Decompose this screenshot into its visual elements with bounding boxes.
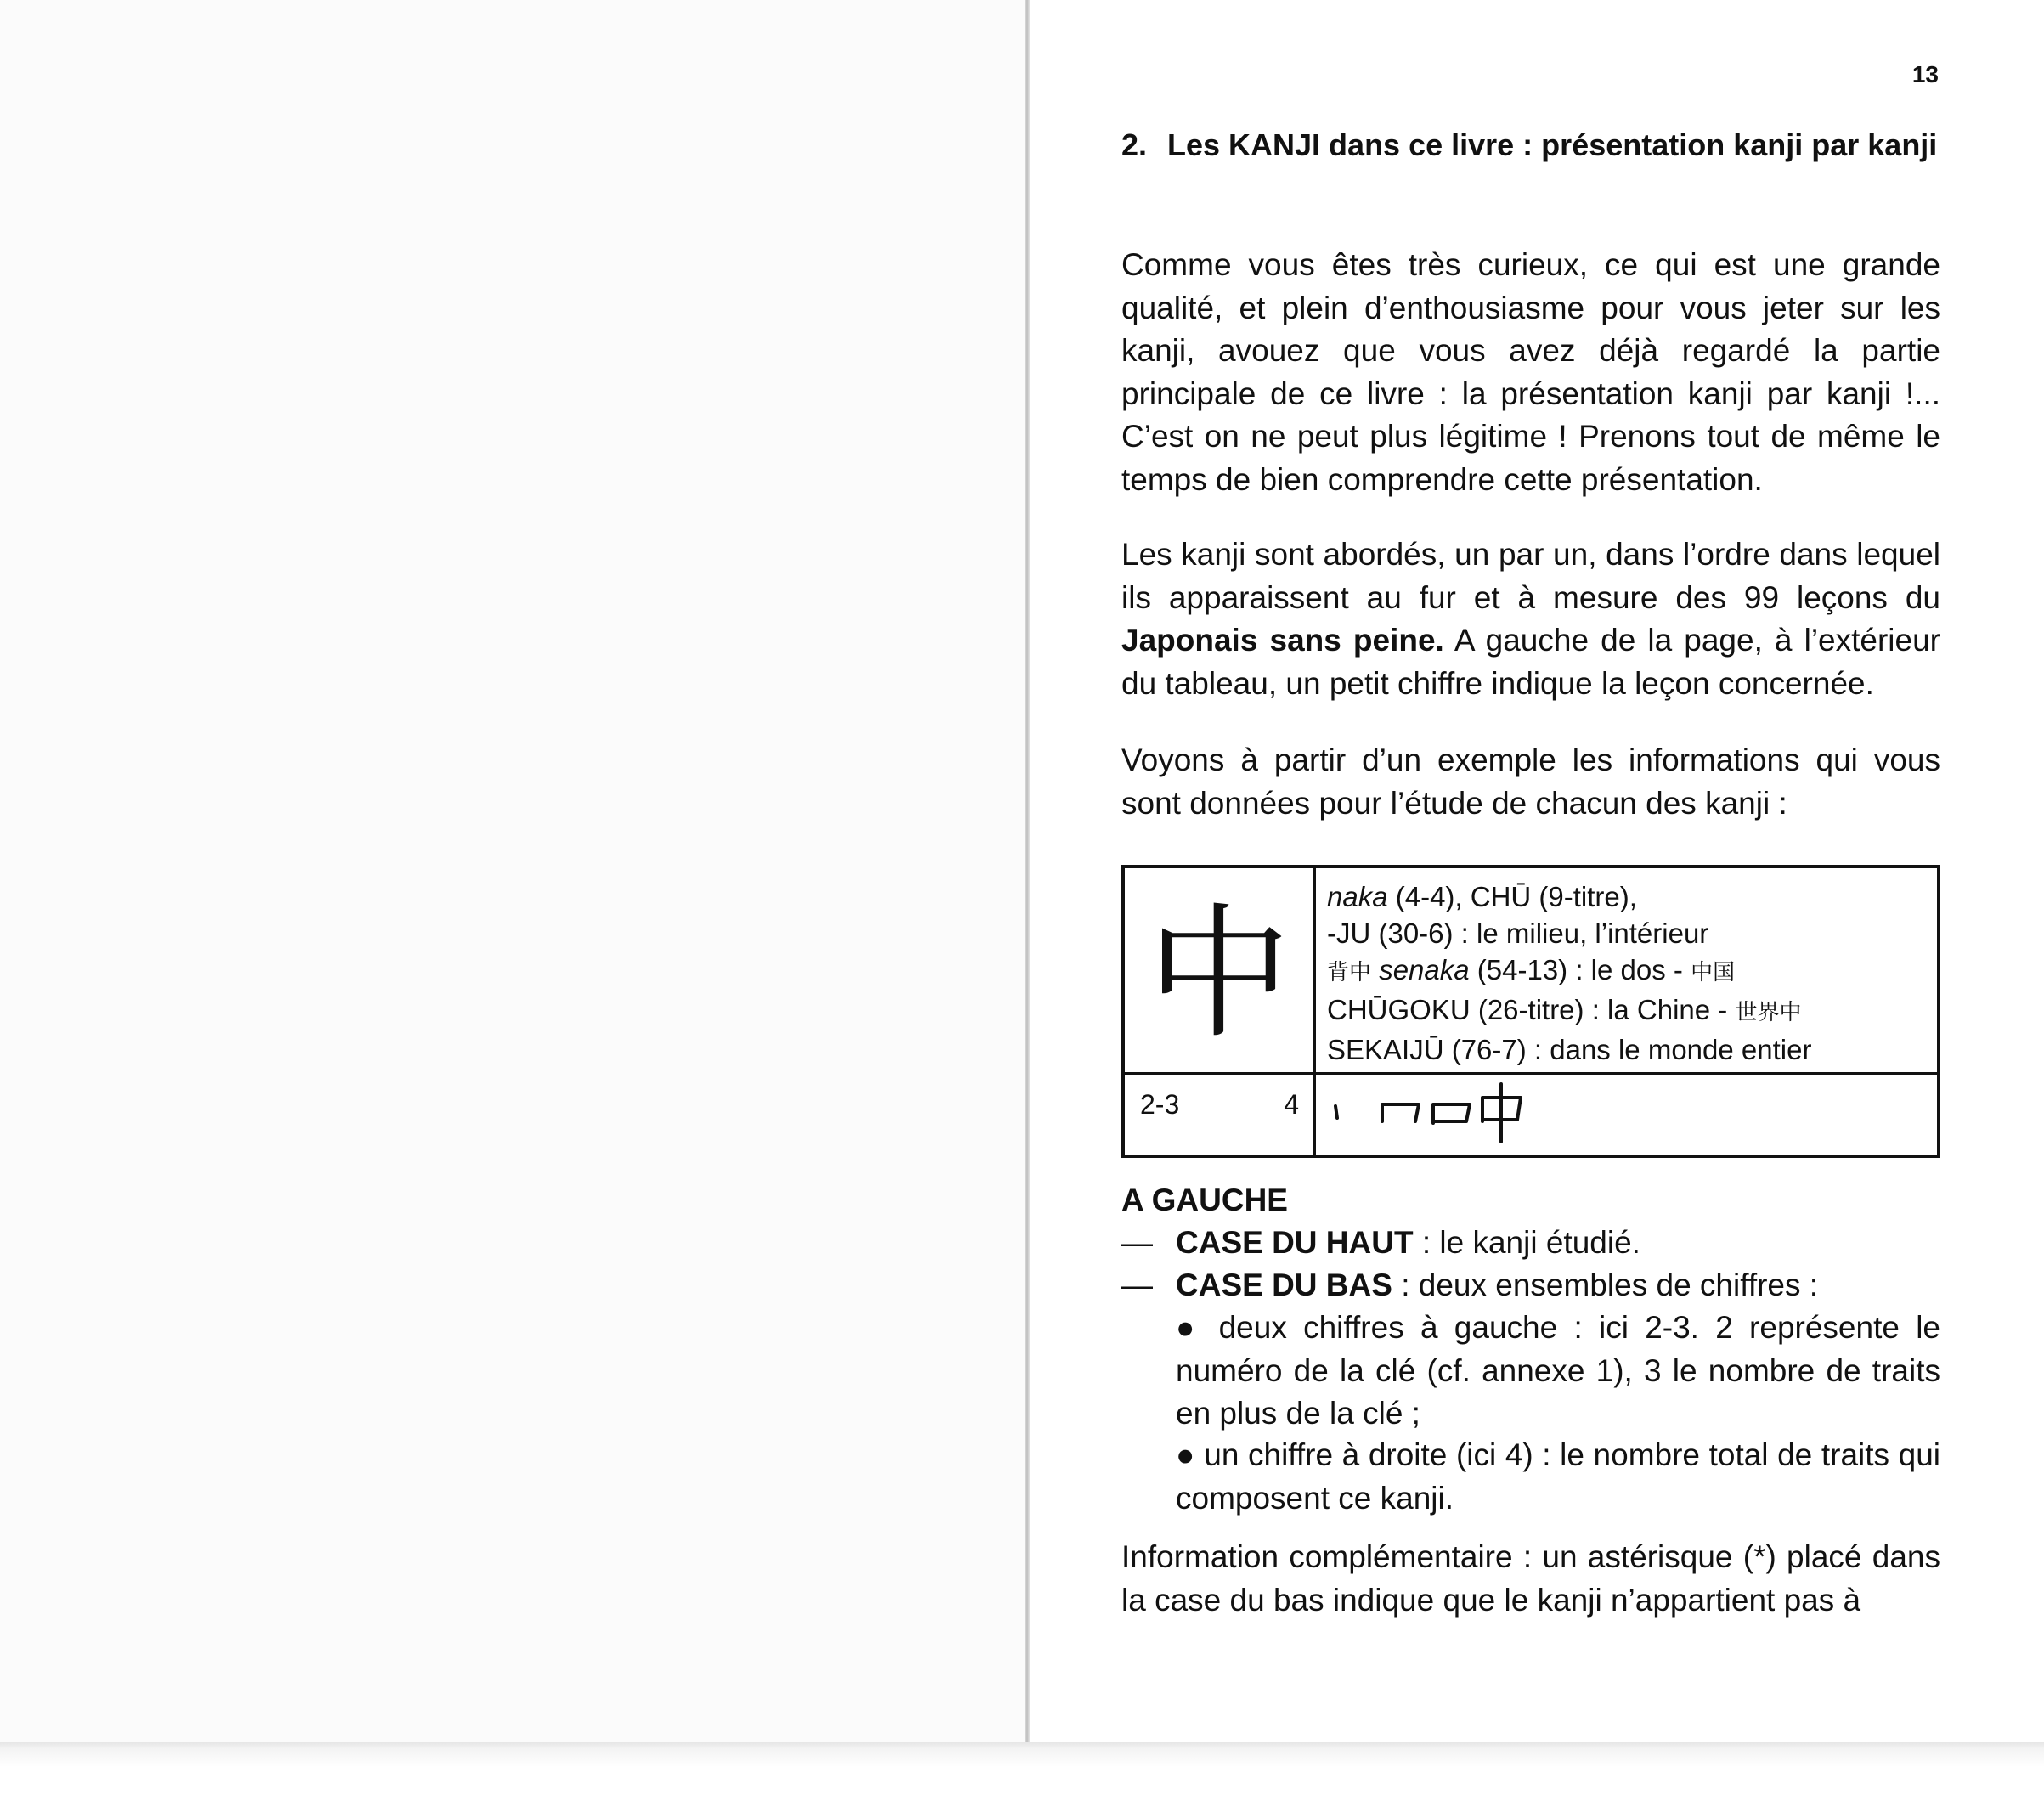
reading-senaka: senaka bbox=[1379, 954, 1470, 985]
stroke-step-2 bbox=[1382, 1104, 1419, 1121]
bullet-left-numbers bbox=[1176, 1307, 1940, 1436]
page-number: 13 bbox=[1911, 61, 1939, 88]
explanation-item-bottom-box-body bbox=[1176, 1264, 1940, 1307]
page-bottom-edge bbox=[0, 1742, 2044, 1801]
section-title-text: Les KANJI dans ce livre : présentation kanji par kanji bbox=[1167, 127, 1938, 162]
explanation-item-bottom-box bbox=[1121, 1264, 1940, 1307]
bottom-box-label: CASE DU BAS bbox=[1176, 1267, 1392, 1302]
bullet-right-number-text: un chiffre à droite (ici 4) : le nombre total de traits qui composent ce kanji. bbox=[1176, 1437, 1940, 1516]
kanji-example-table bbox=[1121, 865, 1940, 1158]
kanji-main-character: 中 bbox=[1146, 890, 1291, 1059]
compound-chugoku-kanji: 中国 bbox=[1691, 960, 1736, 985]
top-box-label: CASE DU HAUT bbox=[1176, 1225, 1414, 1260]
table-divider-vertical bbox=[1313, 868, 1316, 1155]
stroke-step-1 bbox=[1335, 1106, 1337, 1118]
kanji-readings bbox=[1327, 878, 1922, 1068]
paragraph-order-text-2: A gauche de la page, à l’extérieur du tableau, un petit chiffre indique la leçon concernée. bbox=[1121, 623, 1940, 701]
reading-line-4-text: CHŪGOKU (26-titre) : la Chine - bbox=[1327, 994, 1728, 1025]
reading-line-1-rest: (4-4), CHŪ (9-titre), bbox=[1395, 881, 1637, 912]
dash-marker: — bbox=[1121, 1267, 1153, 1302]
reading-line-4 bbox=[1327, 991, 1922, 1031]
stroke-order-diagram bbox=[1327, 1079, 1531, 1147]
table-divider-horizontal bbox=[1125, 1072, 1937, 1075]
explanation-heading: A GAUCHE bbox=[1121, 1183, 1288, 1217]
section-number: 2. bbox=[1121, 127, 1148, 162]
book-title: Japonais sans peine. bbox=[1121, 623, 1444, 658]
compound-sekaiju-kanji: 世界中 bbox=[1735, 1000, 1802, 1025]
top-box-text: : le kanji étudié. bbox=[1421, 1225, 1640, 1260]
explanation-item-top-box bbox=[1121, 1222, 1940, 1265]
reading-naka: naka bbox=[1327, 881, 1388, 912]
bullet-dot: ● bbox=[1176, 1437, 1195, 1472]
paragraph-intro: Comme vous êtes très curieux, ce qui est une grande qualité, et plein d’enthousiasme pour vous jeter sur les kanji, avouez que vous avez déjà regardé la partie principale de ce livre : la présentation kanji par kanji !... C’est on ne peut plus légitime ! Prenons tout de même le temps de bien comprendre cette présentation. bbox=[1121, 247, 1940, 497]
bullet-right-number bbox=[1176, 1434, 1940, 1520]
total-stroke-count: 4 bbox=[1284, 1089, 1299, 1120]
reading-line-3 bbox=[1327, 951, 1922, 991]
reading-line-5: SEKAIJŪ (76-7) : dans le monde entier bbox=[1327, 1034, 1812, 1065]
bullet-dot: ● bbox=[1176, 1310, 1203, 1345]
paragraph-order bbox=[1121, 534, 1940, 705]
paragraph-order-text-1: Les kanji sont abordés, un par un, dans l’ordre dans lequel ils apparaissent au fur et à mesure des 99 leçons du bbox=[1121, 537, 1940, 615]
reading-line-2: -JU (30-6) : le milieu, l’intérieur bbox=[1327, 917, 1709, 949]
stroke-step-4 bbox=[1482, 1084, 1521, 1142]
bullet-left-numbers-text: deux chiffres à gauche : ici 2-3. 2 représente le numéro de la clé (cf. annexe 1), 3 le nombre de traits en plus de la clé ; bbox=[1176, 1310, 1941, 1431]
stroke-step-3 bbox=[1433, 1104, 1470, 1123]
paragraph-example: Voyons à partir d’un exemple les informations qui vous sont données pour l’étude de chacun des kanji : bbox=[1121, 742, 1940, 821]
reading-line-3-rest: (54-13) : le dos - bbox=[1477, 954, 1683, 985]
key-stroke-count: 2-3 bbox=[1140, 1089, 1180, 1120]
compound-senaka-kanji: 背中 bbox=[1327, 960, 1372, 985]
left-blank-page bbox=[0, 0, 1028, 1746]
paragraph-additional-info: Information complémentaire : un astérisque (*) placé dans la case du bas indique que le kanji n’appartient pas à bbox=[1121, 1539, 1940, 1618]
explanation-item-top-box-body bbox=[1176, 1222, 1940, 1265]
reading-line-1 bbox=[1327, 878, 1922, 915]
dash-marker: — bbox=[1121, 1225, 1153, 1260]
bottom-box-text: : deux ensembles de chiffres : bbox=[1401, 1267, 1819, 1302]
section-title bbox=[1121, 123, 1940, 167]
